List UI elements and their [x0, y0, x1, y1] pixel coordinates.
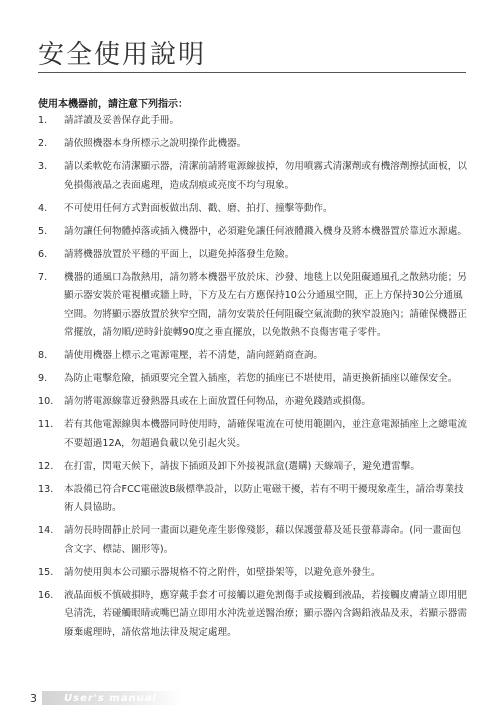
- item-number: 12.: [38, 460, 54, 472]
- item-number: 16.: [38, 589, 54, 601]
- item-number: 15.: [38, 566, 54, 578]
- list-item: [38, 564, 468, 583]
- intro-text: 使用本機器前，請注意下列指示：: [38, 99, 188, 110]
- list-item: [38, 522, 468, 559]
- list-item: [38, 481, 468, 518]
- item-text: 請依照機器本身所標示之說明操作此機器。: [64, 138, 247, 149]
- item-text: 請勿使用與本公司顯示器規格不符之附件，如壁掛架等，以避免意外發生。: [64, 566, 381, 578]
- item-text: 液晶面板不慎破損時，應穿戴手套才可接觸以避免割傷手或接觸到液晶，若接觸皮膚請立即用肥皂清洗，若碰觸眼睛或嘴巴請立即用水沖洗並送醫治療；顯示器內含錫鉛液晶及汞，若顯示器需廢棄處理時，請依當地法律及規定處理。: [64, 589, 467, 638]
- list-item: [38, 269, 468, 343]
- item-text: 機器的通風口為散熱用，請勿將本機器平放於床、沙發、地毯上以免阻礙通風孔之散熱功能；另顯示器安裝於電視櫃或牆上時，下方及左右方應保持10公分通風空間，正上方保持30公分通風空間。勿將顯示器放置於狹窄空間，請勿安裝於任何阻礙空氣流動的狹窄設施內；請確保機器正常擺放，請勿順/逆時針旋轉90度之垂直擺放，以免散熱不良傷害電子零件。: [64, 271, 467, 338]
- list-item: [38, 393, 468, 412]
- item-number: 9.: [38, 373, 48, 384]
- item-number: 4.: [38, 202, 48, 214]
- list-item: [38, 158, 468, 195]
- item-number: 7.: [38, 271, 48, 283]
- list-item: [38, 347, 468, 366]
- item-text: 請勿長時間靜止於同一畫面以避免產生影像殘影，藉以保護螢幕及延長螢幕壽命。(同一畫面包含文字、標誌、圖形等)。: [64, 525, 462, 555]
- footer-label: User's manual: [64, 692, 157, 704]
- item-number: 13.: [38, 483, 54, 495]
- page-footer: [30, 690, 182, 706]
- list-item: [38, 223, 468, 242]
- item-text: 請使用機器上標示之電源電壓，若不清楚，請向經銷商查詢。: [64, 350, 324, 361]
- item-text: 不可使用任何方式對面板做出刮、戳、磨、拍打、撞擊等動作。: [64, 202, 333, 214]
- item-number: 6.: [38, 248, 48, 260]
- item-number: 5.: [38, 225, 48, 237]
- page-number: 3: [30, 691, 37, 705]
- list-item: [38, 135, 468, 154]
- title-divider: [38, 72, 466, 73]
- item-number: 1.: [38, 115, 48, 126]
- item-number: 14.: [38, 525, 54, 536]
- item-number: 11.: [38, 419, 54, 430]
- list-item: [38, 370, 468, 389]
- list-item: [38, 416, 468, 453]
- item-number: 2.: [38, 138, 48, 149]
- item-text: 本設備已符合FCC電磁波B級標準設計，以防止電磁干擾，若有不明干擾現象產生，請洽專業技術人員協助。: [64, 483, 464, 513]
- list-item: [38, 112, 468, 131]
- item-text: 請詳讀及妥善保存此手冊。: [64, 115, 180, 126]
- item-text: 為防止電擊危險，插頭要完全置入插座，若您的插座已不堪使用，請更換新插座以確保安全。: [64, 373, 458, 384]
- list-item: [38, 246, 468, 265]
- item-number: 10.: [38, 396, 54, 407]
- item-text: 在打雷，閃電天候下，請拔下插頭及卸下外接視訊盒(選購) 天線端子，避免遭雷擊。: [64, 460, 420, 472]
- item-text: 若有其他電源線與本機器同時使用時，請確保電流在可使用範圍內，並注意電源插座上之總電流不要超過12A，勿超過負載以免引起火災。: [64, 419, 467, 449]
- safety-list: [38, 112, 468, 647]
- page-title: 安全使用說明: [38, 40, 207, 70]
- item-text: 請勿將電源線靠近發熱器具或在上面放置任何物品，亦避免踐踏或損傷。: [64, 396, 371, 407]
- footer-banner: [42, 691, 182, 705]
- list-item: [38, 587, 468, 643]
- item-text: 請以柔軟乾布清潔顯示器，清潔前請將電源線拔掉，勿用噴霧式清潔劑或有機溶劑擦拭面板，以免損傷液晶之表面處理，造成刮痕或亮度不均勻現象。: [64, 161, 467, 191]
- list-item: [38, 458, 468, 477]
- item-text: 請勿讓任何物體掉落或插入機器中，必須避免讓任何液體濺入機身及將本機器置於靠近水源處。: [64, 225, 467, 237]
- list-item: [38, 200, 468, 219]
- item-number: 3.: [38, 161, 48, 172]
- item-text: 請將機器放置於平穩的平面上，以避免掉落發生危險。: [64, 248, 295, 260]
- item-number: 8.: [38, 350, 48, 361]
